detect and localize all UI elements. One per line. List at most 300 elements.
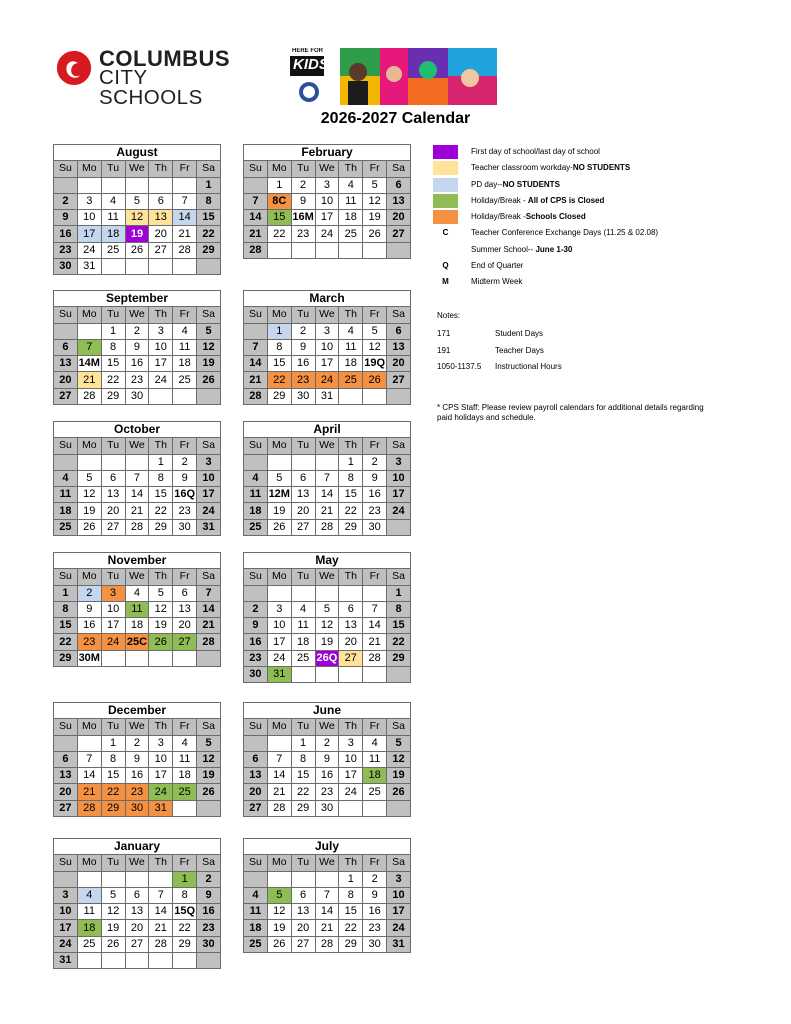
- note-value: 171: [437, 329, 451, 338]
- day-cell: 2: [197, 871, 221, 887]
- day-cell: 7: [77, 751, 101, 767]
- day-cell: 29: [387, 650, 411, 666]
- day-cell: 10: [267, 618, 291, 634]
- empty-cell: [291, 454, 315, 470]
- empty-cell: [197, 650, 221, 666]
- day-cell: 11: [291, 618, 315, 634]
- day-cell: 29: [291, 800, 315, 816]
- day-cell: 28: [363, 650, 387, 666]
- week-row: [54, 634, 221, 650]
- month-title: September: [54, 291, 221, 307]
- day-cell: 13: [149, 210, 173, 226]
- day-cell: 6: [339, 601, 363, 617]
- week-row: [54, 800, 221, 816]
- weekday-header: We: [125, 719, 149, 735]
- month-december: [53, 702, 221, 817]
- week-row: [54, 210, 221, 226]
- month-title: May: [244, 553, 411, 569]
- day-cell: 30M: [77, 650, 101, 666]
- day-cell: 20: [54, 372, 78, 388]
- weekday-header: Mo: [77, 569, 101, 585]
- day-cell: 30: [54, 259, 78, 275]
- empty-cell: [267, 735, 291, 751]
- empty-cell: [315, 585, 339, 601]
- day-cell: 15: [101, 768, 125, 784]
- weekday-header: Sa: [197, 855, 221, 871]
- day-cell: 15: [101, 356, 125, 372]
- day-cell: 20: [291, 503, 315, 519]
- day-cell: 29: [197, 242, 221, 258]
- weekday-header: Fr: [363, 855, 387, 871]
- note-row: [437, 346, 737, 363]
- day-cell: 4: [244, 887, 268, 903]
- day-cell: 28: [77, 388, 101, 404]
- day-cell: 25: [291, 650, 315, 666]
- day-cell: 19: [267, 920, 291, 936]
- day-cell: 1: [339, 454, 363, 470]
- empty-cell: [197, 259, 221, 275]
- day-cell: 25: [363, 784, 387, 800]
- weekday-header: Tu: [291, 569, 315, 585]
- legend-label-emphasis: NO STUDENTS: [572, 163, 631, 173]
- empty-cell: [101, 177, 125, 193]
- day-cell: 16M: [291, 210, 315, 226]
- day-cell: 3: [267, 601, 291, 617]
- day-cell: 6: [387, 323, 411, 339]
- day-cell: 15: [54, 618, 78, 634]
- empty-cell: [363, 800, 387, 816]
- week-row: [244, 667, 411, 683]
- day-cell: 30: [173, 519, 197, 535]
- weekday-header: Mo: [267, 161, 291, 177]
- day-cell: 3: [315, 323, 339, 339]
- day-cell: 10: [197, 470, 221, 486]
- day-cell: 4: [339, 323, 363, 339]
- day-cell: 2: [244, 601, 268, 617]
- weekday-header: Th: [149, 438, 173, 454]
- day-cell: 4: [244, 470, 268, 486]
- day-cell: 6: [291, 887, 315, 903]
- empty-cell: [197, 800, 221, 816]
- weekday-header: We: [315, 569, 339, 585]
- day-cell: 1: [173, 871, 197, 887]
- week-row: [54, 454, 221, 470]
- day-cell: 23: [77, 634, 101, 650]
- day-cell: 16: [363, 904, 387, 920]
- legend-label-emphasis: June 1-30: [535, 244, 573, 254]
- day-cell: 28: [173, 242, 197, 258]
- weekday-header: Th: [149, 307, 173, 323]
- weekday-header: Tu: [101, 161, 125, 177]
- day-cell: 26: [77, 519, 101, 535]
- empty-cell: [149, 650, 173, 666]
- week-row: [244, 871, 411, 887]
- day-cell: 26Q: [315, 650, 339, 666]
- empty-cell: [125, 650, 149, 666]
- day-cell: 15: [197, 210, 221, 226]
- week-row: [54, 920, 221, 936]
- weekday-header: Mo: [267, 855, 291, 871]
- empty-cell: [125, 953, 149, 969]
- day-cell: 16: [197, 904, 221, 920]
- day-cell: 19: [387, 768, 411, 784]
- day-cell: 20: [125, 920, 149, 936]
- day-cell: 10: [339, 751, 363, 767]
- day-cell: 25: [54, 519, 78, 535]
- day-cell: 19: [149, 618, 173, 634]
- empty-cell: [387, 242, 411, 258]
- week-row: [54, 618, 221, 634]
- day-cell: 4: [363, 735, 387, 751]
- empty-cell: [149, 953, 173, 969]
- logo-line-2: CITY SCHOOLS: [99, 66, 203, 109]
- weekday-header: Sa: [197, 307, 221, 323]
- week-row: [54, 871, 221, 887]
- weekday-header: Fr: [363, 438, 387, 454]
- weekday-header: Tu: [291, 161, 315, 177]
- empty-cell: [173, 388, 197, 404]
- empty-cell: [339, 667, 363, 683]
- day-cell: 22: [339, 920, 363, 936]
- day-cell: 17: [315, 210, 339, 226]
- weekday-header: Sa: [197, 569, 221, 585]
- weekday-header: Tu: [291, 438, 315, 454]
- weekday-header: Th: [339, 855, 363, 871]
- day-cell: 9: [125, 339, 149, 355]
- day-cell: 10: [315, 339, 339, 355]
- weekday-header: Fr: [173, 569, 197, 585]
- day-cell: 7: [244, 339, 268, 355]
- month-title: August: [54, 145, 221, 161]
- day-cell: 11: [363, 751, 387, 767]
- day-cell: 21: [149, 920, 173, 936]
- empty-cell: [101, 650, 125, 666]
- weekday-header: Sa: [197, 161, 221, 177]
- empty-cell: [197, 953, 221, 969]
- weekday-header: Th: [149, 161, 173, 177]
- day-cell: 20: [149, 226, 173, 242]
- day-cell: 9: [291, 193, 315, 209]
- day-cell: 3: [387, 871, 411, 887]
- day-cell: 2: [125, 323, 149, 339]
- weekday-header: Mo: [267, 307, 291, 323]
- day-cell: 24: [197, 503, 221, 519]
- weekday-header: We: [315, 438, 339, 454]
- day-cell: 17: [77, 226, 101, 242]
- legend-symbol: Q: [442, 261, 449, 271]
- empty-cell: [387, 800, 411, 816]
- month-table: [53, 421, 221, 536]
- day-cell: 14M: [77, 356, 101, 372]
- day-cell: 14: [173, 210, 197, 226]
- week-row: [54, 177, 221, 193]
- week-row: [54, 259, 221, 275]
- day-cell: 27: [125, 936, 149, 952]
- day-cell: 5: [267, 887, 291, 903]
- day-cell: 22: [291, 784, 315, 800]
- day-cell: 3: [149, 323, 173, 339]
- week-row: [244, 388, 411, 404]
- day-cell: 25: [244, 519, 268, 535]
- day-cell: 20: [387, 210, 411, 226]
- legend-label: Summer School-- June 1-30: [471, 244, 573, 254]
- day-cell: 27: [387, 226, 411, 242]
- day-cell: 17: [387, 904, 411, 920]
- day-cell: 2: [315, 735, 339, 751]
- weekday-header: Su: [244, 855, 268, 871]
- legend-label: Holiday/Break - All of CPS is Closed: [471, 195, 605, 205]
- day-cell: 30: [125, 388, 149, 404]
- day-cell: 8: [267, 339, 291, 355]
- day-cell: 28: [267, 800, 291, 816]
- empty-cell: [54, 735, 78, 751]
- day-cell: 24: [387, 920, 411, 936]
- weekday-header: Fr: [363, 307, 387, 323]
- week-row: [54, 323, 221, 339]
- empty-cell: [173, 953, 197, 969]
- note-label: Teacher Days: [495, 345, 544, 355]
- day-cell: 20: [339, 634, 363, 650]
- empty-cell: [101, 871, 125, 887]
- empty-cell: [244, 585, 268, 601]
- day-cell: 23: [291, 226, 315, 242]
- month-table: [243, 702, 411, 817]
- day-cell: 21: [173, 226, 197, 242]
- week-row: [54, 650, 221, 666]
- day-cell: 1: [101, 735, 125, 751]
- legend-swatch: [433, 194, 458, 208]
- day-cell: 8: [149, 470, 173, 486]
- columbus-city-schools-logo: [55, 46, 255, 109]
- day-cell: 22: [339, 503, 363, 519]
- day-cell: 30: [363, 936, 387, 952]
- day-cell: 26: [149, 634, 173, 650]
- empty-cell: [267, 454, 291, 470]
- day-cell: 11: [339, 193, 363, 209]
- day-cell: 15: [291, 768, 315, 784]
- empty-cell: [77, 953, 101, 969]
- empty-cell: [244, 871, 268, 887]
- day-cell: 27: [291, 519, 315, 535]
- week-row: [54, 487, 221, 503]
- day-cell: 12: [267, 904, 291, 920]
- empty-cell: [363, 585, 387, 601]
- day-cell: 26: [267, 519, 291, 535]
- weekday-header: Th: [339, 569, 363, 585]
- day-cell: 26: [267, 936, 291, 952]
- week-row: [54, 936, 221, 952]
- weekday-header: Fr: [363, 719, 387, 735]
- week-row: [244, 226, 411, 242]
- day-cell: 22: [197, 226, 221, 242]
- week-row: [54, 503, 221, 519]
- week-row: [244, 372, 411, 388]
- day-cell: 12: [197, 751, 221, 767]
- weekday-header: Su: [54, 438, 78, 454]
- day-cell: 27: [101, 519, 125, 535]
- month-table: [53, 838, 221, 969]
- day-cell: 11: [173, 339, 197, 355]
- weekday-header: Sa: [387, 161, 411, 177]
- empty-cell: [244, 323, 268, 339]
- day-cell: 17: [267, 634, 291, 650]
- day-cell: 18: [173, 356, 197, 372]
- day-cell: 21: [125, 503, 149, 519]
- logo-line-1: COLUMBUS: [99, 46, 231, 71]
- empty-cell: [125, 259, 149, 275]
- note-label: Student Days: [495, 329, 544, 338]
- week-row: [54, 735, 221, 751]
- day-cell: 2: [173, 454, 197, 470]
- month-table: [243, 144, 411, 259]
- empty-cell: [244, 454, 268, 470]
- weekday-header: We: [315, 719, 339, 735]
- day-cell: 20: [173, 618, 197, 634]
- legend-item: [433, 160, 763, 176]
- empty-cell: [363, 388, 387, 404]
- month-title: February: [244, 145, 411, 161]
- week-row: [244, 470, 411, 486]
- day-cell: 16: [244, 634, 268, 650]
- weekday-header: Th: [339, 161, 363, 177]
- legend-symbol: C: [442, 228, 449, 238]
- day-cell: 25: [173, 372, 197, 388]
- week-row: [244, 601, 411, 617]
- day-cell: 8: [54, 601, 78, 617]
- month-august: [53, 144, 221, 275]
- weekday-header: Tu: [101, 719, 125, 735]
- day-cell: 7: [197, 585, 221, 601]
- weekday-header: We: [125, 307, 149, 323]
- day-cell: 24: [387, 503, 411, 519]
- empty-cell: [267, 242, 291, 258]
- day-cell: 29: [339, 519, 363, 535]
- day-cell: 22: [387, 634, 411, 650]
- day-cell: 29: [339, 936, 363, 952]
- day-cell: 19Q: [363, 356, 387, 372]
- day-cell: 18: [77, 920, 101, 936]
- day-cell: 7: [173, 193, 197, 209]
- day-cell: 18: [363, 768, 387, 784]
- day-cell: 26: [197, 372, 221, 388]
- day-cell: 24: [267, 650, 291, 666]
- day-cell: 7: [315, 887, 339, 903]
- day-cell: 4: [291, 601, 315, 617]
- day-cell: 30: [244, 667, 268, 683]
- empty-cell: [54, 323, 78, 339]
- day-cell: 30: [197, 936, 221, 952]
- day-cell: 12: [149, 601, 173, 617]
- weekday-header: Mo: [267, 569, 291, 585]
- day-cell: 23: [54, 242, 78, 258]
- day-cell: 27: [149, 242, 173, 258]
- day-cell: 3: [387, 454, 411, 470]
- day-cell: 19: [363, 210, 387, 226]
- month-title: June: [244, 703, 411, 719]
- week-row: [54, 470, 221, 486]
- day-cell: 3: [339, 735, 363, 751]
- day-cell: 14: [244, 210, 268, 226]
- day-cell: 11: [125, 601, 149, 617]
- weekday-header: We: [125, 569, 149, 585]
- day-cell: 28: [315, 519, 339, 535]
- day-cell: 13: [173, 601, 197, 617]
- day-cell: 26: [125, 242, 149, 258]
- empty-cell: [267, 871, 291, 887]
- day-cell: 27: [54, 388, 78, 404]
- day-cell: 13: [54, 768, 78, 784]
- empty-cell: [244, 735, 268, 751]
- week-row: [54, 193, 221, 209]
- week-row: [244, 356, 411, 372]
- month-title: April: [244, 422, 411, 438]
- day-cell: 20: [54, 784, 78, 800]
- month-table: [53, 144, 221, 275]
- legend-label: PD day--NO STUDENTS: [471, 179, 560, 189]
- weekday-header: We: [315, 307, 339, 323]
- day-cell: 23: [125, 784, 149, 800]
- day-cell: 24: [77, 242, 101, 258]
- weekday-header: Fr: [173, 438, 197, 454]
- legend-item: [433, 193, 763, 209]
- day-cell: 24: [101, 634, 125, 650]
- day-cell: 3: [315, 177, 339, 193]
- week-row: [54, 904, 221, 920]
- weekday-header: Mo: [77, 307, 101, 323]
- day-cell: 8: [339, 887, 363, 903]
- weekday-header: Sa: [197, 438, 221, 454]
- note-row: [437, 329, 737, 346]
- day-cell: 14: [149, 904, 173, 920]
- day-cell: 15: [267, 356, 291, 372]
- day-cell: 10: [149, 751, 173, 767]
- month-april: [243, 421, 411, 536]
- day-cell: 23: [244, 650, 268, 666]
- day-cell: 13: [54, 356, 78, 372]
- day-cell: 28: [77, 800, 101, 816]
- day-cell: 24: [339, 784, 363, 800]
- week-row: [244, 339, 411, 355]
- day-cell: 5: [77, 470, 101, 486]
- week-row: [244, 177, 411, 193]
- day-cell: 9: [363, 470, 387, 486]
- day-cell: 23: [315, 784, 339, 800]
- day-cell: 15: [267, 210, 291, 226]
- day-cell: 3: [149, 735, 173, 751]
- week-row: [244, 887, 411, 903]
- day-cell: 28: [125, 519, 149, 535]
- day-cell: 22: [173, 920, 197, 936]
- day-cell: 8: [101, 339, 125, 355]
- empty-cell: [77, 323, 101, 339]
- legend-swatch: [433, 210, 458, 224]
- day-cell: 15Q: [173, 904, 197, 920]
- day-cell: 26: [197, 784, 221, 800]
- empty-cell: [315, 242, 339, 258]
- day-cell: 14: [267, 768, 291, 784]
- week-row: [244, 768, 411, 784]
- month-january: [53, 838, 221, 969]
- empty-cell: [125, 871, 149, 887]
- empty-cell: [339, 800, 363, 816]
- day-cell: 9: [291, 339, 315, 355]
- weekday-header: Su: [54, 569, 78, 585]
- month-june: [243, 702, 411, 817]
- week-row: [244, 454, 411, 470]
- week-row: [244, 800, 411, 816]
- day-cell: 27: [339, 650, 363, 666]
- weekday-header: Mo: [77, 161, 101, 177]
